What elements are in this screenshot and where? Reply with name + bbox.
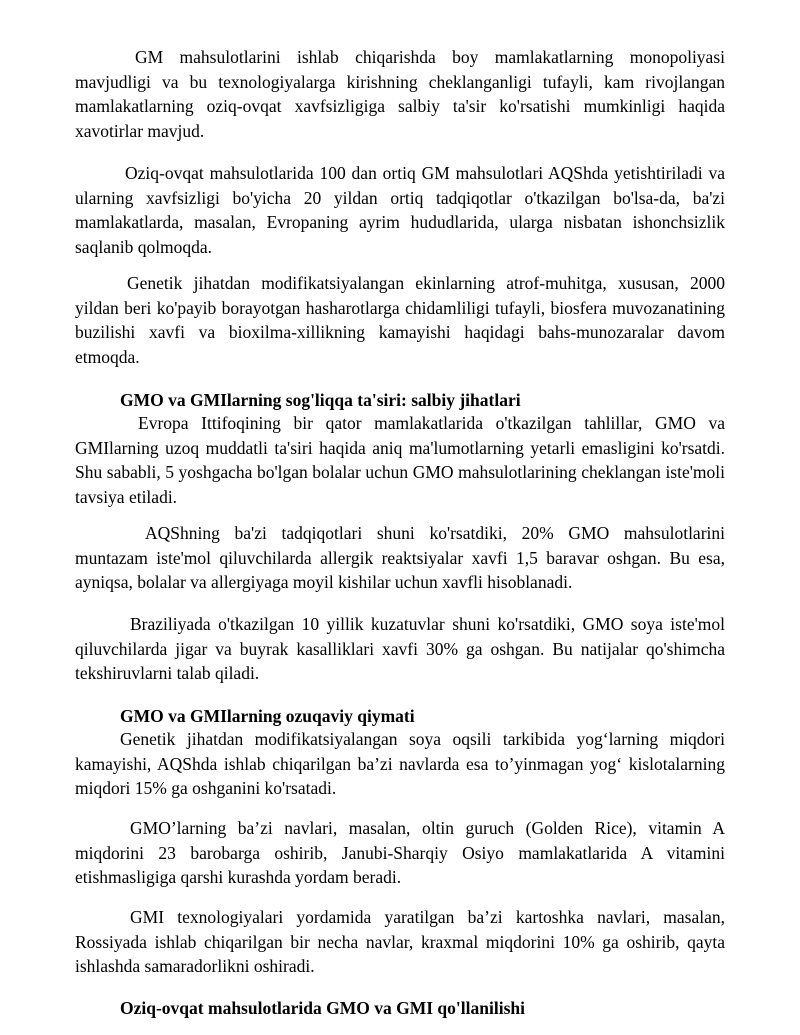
section-heading-nutrition: GMO va GMIlarning ozuqaviy qiymati — [120, 706, 415, 726]
paragraph-potato: GMI texnologiyalari yordamida yaratilgan ba’zi kartoshka navlari, masalan, Rossiyada ishlab chiqarilgan bir necha navlar, kraxmal miqdorini 10% ga oshirib, qayta ishlashda samaradorlikni oshiradi. — [75, 907, 725, 976]
paragraph-brazil-study: Braziliyada o'tkazilgan 10 yillik kuzatuvlar shuni ko'rsatdiki, GMO soya iste'mol qiluvchilarda jigar va buyrak kasalliklari xavfi 30% ga oshgan. Bu natijalar qo'shimcha tekshiruvlarni talab qiladi. — [75, 614, 725, 683]
paragraph-golden-rice: GMO’larning ba’zi navlari, masalan, oltin guruch (Golden Rice), vitamin A miqdorini 23 barobarga oshirib, Janubi-Sharqiy Osiyo mamlakatlarida A vitamini etishmasligiga qarshi kurashda yordam beradi. — [75, 818, 725, 887]
section-heading-health: GMO va GMIlarning sog'liqqa ta'siri: salbiy jihatlari — [120, 390, 521, 410]
paragraph-gm-monopoly: GM mahsulotlarini ishlab chiqarishda boy mamlakatlarning monopoliyasi mavjudligi va bu texnologiyalarga kirishning cheklanganligi tufayli, kam rivojlangan mamlakatlarning oziq-ovqat xavfsizligiga salbiy ta'sir ko'rsatishi mumkinligi haqida xavotirlar mavjud. — [75, 47, 725, 141]
section-heading-usage: Oziq-ovqat mahsulotlarida GMO va GMI qo'llanilishi — [120, 998, 525, 1018]
paragraph-gm-environment: Genetik jihatdan modifikatsiyalangan ekinlarning atrof-muhitga, xususan, 2000 yildan beri ko'payib borayotgan hasharotlarga chidamliligi tufayli, biosfera muvozanatining buzilishi xavfi va bioxilma-xillikning kamayishi haqidagi bahs-munozaralar davom etmoqda. — [75, 273, 725, 367]
paragraph-soy-fat: Genetik jihatdan modifikatsiyalangan soya oqsili tarkibida yog‘larning miqdori kamayishi, AQShda ishlab chiqarilgan ba’zi navlarda esa to’yinmagan yog‘ kislotalarning miqdori 15% ga oshganini ko'rsatadi. — [75, 729, 725, 798]
paragraph-gm-usa: Oziq-ovqat mahsulotlarida 100 dan ortiq GM mahsulotlari AQShda yetishtiriladi va ularning xavfsizligi bo'yicha 20 yildan ortiq tadqiqotlar o'tkazilgan bo'lsa-da, ba'zi mamlakatlarda, masalan, Evropaning ayrim hududlarida, ularga nisbatan ishonchsizlik saqlanib qolmoqda. — [75, 163, 725, 257]
paragraph-eu-analysis: Evropa Ittifoqining bir qator mamlakatlarida o'tkazilgan tahlillar, GMO va GMIlarning uzoq muddatli ta'siri haqida aniq ma'lumotlarning yetarli emasligini ko'rsatdi. Shu sababli, 5 yoshgacha bo'lgan bolalar uchun GMO mahsulotlarining cheklangan iste'moli tavsiya etiladi. — [75, 413, 725, 507]
paragraph-usa-allergy: AQShning ba'zi tadqiqotlari shuni ko'rsatdiki, 20% GMO mahsulotlarini muntazam iste'mol qiluvchilarda allergik reaktsiyalar xavfi 1,5 baravar oshgan. Bu esa, ayniqsa, bolalar va allergiyaga moyil kishilar uchun xavfli hisoblanadi. — [75, 523, 725, 592]
